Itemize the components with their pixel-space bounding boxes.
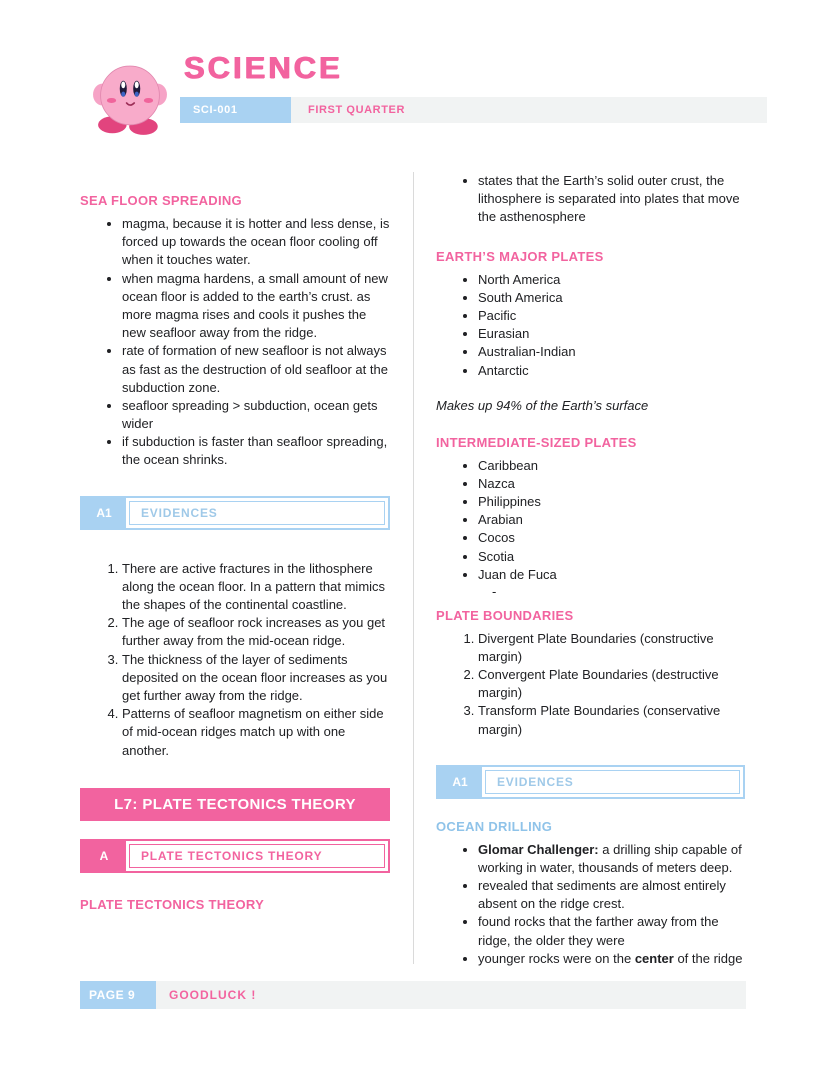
list-item: • Scotia <box>478 548 745 566</box>
evidence-numbered-list <box>80 560 390 760</box>
list-item: • Cocos <box>478 529 745 547</box>
list-item: • Nazca <box>478 475 745 493</box>
callout-badge: A1 <box>438 767 482 797</box>
callout-badge: A1 <box>82 498 126 528</box>
callout-label: PLATE TECTONICS THEORY <box>129 844 385 868</box>
quarter-label: FIRST QUARTER <box>308 104 406 116</box>
plate-boundaries-list <box>436 630 745 739</box>
theory-callout <box>80 839 390 873</box>
text-segment: revealed that sediments are almost entirely absent on the ridge crest. <box>478 878 726 912</box>
list-item: • Juan de Fuca <box>478 566 745 584</box>
bold-text-segment: Glomar Challenger: <box>478 841 599 857</box>
list-item: • Australian-Indian <box>478 343 745 361</box>
content-columns <box>80 168 748 968</box>
header-bar <box>180 97 767 123</box>
bold-text-segment: center <box>634 950 674 966</box>
section-heading-sea-floor-spreading: SEA FLOOR SPREADING <box>80 193 242 208</box>
callout-label: EVIDENCES <box>485 770 740 794</box>
list-item: • states that the Earth’s solid outer crust, the lithosphere is separated into plates that move the asthenosphere <box>478 172 745 227</box>
list-item <box>478 913 745 949</box>
kirby-mascot-image <box>88 55 172 135</box>
section-heading-ocean-drilling: OCEAN DRILLING <box>436 818 553 834</box>
lesson-banner: L7: PLATE TECTONICS THEORY <box>80 788 390 821</box>
section-heading-plate-tectonics-theory: PLATE TECTONICS THEORY <box>80 896 265 912</box>
list-item: • Antarctic <box>478 362 745 380</box>
list-item: • North America <box>478 271 745 289</box>
list-item: • rate of formation of new seafloor is not always as fast as the destruction of old seafloor at the subduction zone. <box>122 342 390 397</box>
list-item <box>478 841 745 877</box>
evidences-callout-right <box>436 765 745 799</box>
list-item: • seafloor spreading > subduction, ocean gets wider <box>122 397 390 433</box>
theory-intro-bullet-list <box>436 172 745 227</box>
left-column <box>80 168 390 968</box>
footer-bar <box>80 981 746 1009</box>
stray-dash: - <box>492 584 497 599</box>
kirby-icon <box>88 55 172 135</box>
subject-code-badge: SCI-001 <box>180 97 291 123</box>
callout-label: EVIDENCES <box>129 501 385 525</box>
list-item: • Philippines <box>478 493 745 511</box>
list-item: • Caribbean <box>478 457 745 475</box>
callout-badge: A <box>82 841 126 871</box>
list-item: 3. The thickness of the layer of sediments deposited on the ocean floor increases as you get further away from the ridge. <box>122 651 390 706</box>
list-item: • if subduction is faster than seafloor spreading, the ocean shrinks. <box>122 433 390 469</box>
list-item: • Pacific <box>478 307 745 325</box>
evidences-callout-left <box>80 496 390 530</box>
major-plates-list <box>436 271 745 380</box>
list-item: 3. Transform Plate Boundaries (conservative margin) <box>478 702 745 738</box>
goodluck-message: GOODLUCK ! <box>169 988 257 1002</box>
right-column <box>436 168 745 968</box>
list-item: 1. Divergent Plate Boundaries (constructive margin) <box>478 630 745 666</box>
text-segment: of the ridge <box>673 950 743 966</box>
list-item: 2. The age of seafloor rock increases as you get further away from the mid-ocean ridge. <box>122 614 390 650</box>
list-item <box>478 877 745 913</box>
list-item: • magma, because it is hotter and less dense, is forced up towards the ocean floor cooling off when it touches water. <box>122 215 390 270</box>
list-item: • Arabian <box>478 511 745 529</box>
list-item <box>478 950 745 968</box>
text-segment: found rocks that the farther away from the ridge, the older they were <box>478 914 719 948</box>
page-title: SCIENCE <box>184 50 343 85</box>
list-item: 2. Convergent Plate Boundaries (destructive margin) <box>478 666 745 702</box>
sea-floor-bullet-list <box>80 215 390 470</box>
section-heading-plate-boundaries: PLATE BOUNDARIES <box>436 607 574 623</box>
intermediate-plates-list <box>436 457 745 584</box>
section-heading-intermediate-plates: INTERMEDIATE-SIZED PLATES <box>436 434 637 450</box>
list-item: • Eurasian <box>478 325 745 343</box>
text-segment: a drilling ship capable of working in water, thousands of meters deep. <box>478 841 742 875</box>
surface-note: Makes up 94% of the Earth’s surface <box>436 397 649 413</box>
list-item: 4. Patterns of seafloor magnetism on either side of mid-ocean ridges match up with one another. <box>122 705 390 760</box>
ocean-drilling-bullet-list <box>436 841 745 968</box>
section-heading-major-plates: EARTH’S MAJOR PLATES <box>436 248 604 264</box>
column-divider <box>413 172 414 964</box>
list-item: • when magma hardens, a small amount of new ocean floor is added to the earth’s crust. as more magma rises and cools it pushes the new seafloor away from the ridge. <box>122 270 390 343</box>
page-number-badge: PAGE 9 <box>80 981 156 1009</box>
text-segment: younger rocks were on the <box>478 950 635 966</box>
list-item: 1. There are active fractures in the lithosphere along the ocean floor. In a pattern that mimics the shapes of the continental coastline. <box>122 560 390 615</box>
list-item: • South America <box>478 289 745 307</box>
spacer <box>80 536 390 560</box>
